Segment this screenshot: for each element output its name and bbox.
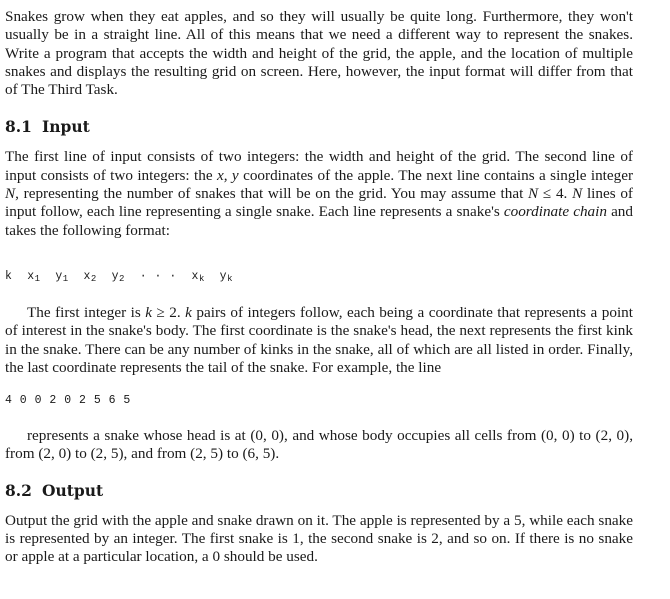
input-paragraph-3: represents a snake whose head is at (0, 0), and whose body occupies all cells from (0, 0) to (2, 0), from (2, 0) to (2, 5), and from (2, 5) to (6, 5). [5, 427, 633, 463]
section-title: Output [41, 480, 104, 500]
section-number: 8.2 [5, 480, 32, 500]
format-subscript: 2 [119, 273, 125, 284]
format-subscript: 2 [90, 273, 97, 284]
math-k: k [145, 303, 153, 321]
format-subscript: 1 [34, 273, 41, 284]
format-subscript: k [227, 273, 233, 284]
text-run: coordinates of the apple. The next line contains a single integer [238, 166, 634, 184]
input-paragraph-1 [5, 148, 633, 239]
example-line: 4 0 0 2 0 2 5 6 5 [5, 394, 131, 408]
format-token: x [27, 269, 35, 283]
section-heading-input [5, 118, 633, 136]
text-run: and takes the following format: [5, 203, 633, 239]
input-paragraph-2 [5, 304, 633, 377]
format-token: y [219, 269, 228, 283]
format-token: x [83, 269, 91, 283]
output-paragraph: Output the grid with the apple and snake drawn on it. The apple is represented by a 5, while each snake is represented by an integer. The first snake is 1, the second snake is 2, and so on. If there is no snake or apple at a particular location, a 0 should be used. [5, 511, 633, 566]
format-token: y [111, 269, 119, 283]
format-token: x [191, 269, 199, 283]
format-subscript: k [198, 273, 205, 284]
math-n: N [572, 185, 583, 203]
format-ellipsis: · · · [139, 269, 177, 283]
text-run: pairs of integers follow, each being a coordinate that represents a point of interest in the snake's body. The first coordinate is the snake's head, the next represents the first kink in the snake. There can be any number of kinks in the snake, all of which are all listed in order. Finally, the last coordinate represents the tail of the snake. For example, the line [5, 303, 633, 376]
section-title: Input [41, 117, 90, 137]
math-constraint: ≤ 4. [538, 185, 573, 203]
text-run: lines of input follow, each line representing a single snake. Each line represents a snake's [5, 185, 633, 221]
intro-paragraph: Snakes grow when they eat apples, and so they will usually be quite long. Furthermore, they won't usually be in a straight line. All of this means that we need a different way to represent the snakes. Write a program that accepts the width and height of the grid, the apple, and the location of multiple snakes and displays the resulting grid on screen. Here, however, the input format will differ from that of The Third Task. [5, 8, 633, 99]
math-k: k [185, 303, 192, 321]
text-run: The first line of input consists of two integers: the width and height of the grid. The second line of input consists of two integers: the [5, 148, 633, 184]
math-constraint: ≥ 2. [152, 303, 186, 321]
document-page [5, 8, 633, 567]
format-line [5, 256, 633, 286]
math-coordinates: x, y [217, 166, 239, 184]
format-token: y [55, 269, 63, 283]
text-run: , representing the number of snakes that will be on the grid. You may assume that [15, 185, 529, 203]
format-token: k [5, 269, 13, 283]
text-run: The first integer is [27, 303, 146, 321]
section-heading-output [5, 482, 633, 500]
format-subscript: 1 [62, 273, 69, 284]
math-n: N [528, 185, 539, 203]
math-n: N [5, 185, 16, 203]
section-number: 8.1 [5, 117, 32, 137]
emphasis-coordinate-chain: coordinate chain [503, 203, 607, 221]
